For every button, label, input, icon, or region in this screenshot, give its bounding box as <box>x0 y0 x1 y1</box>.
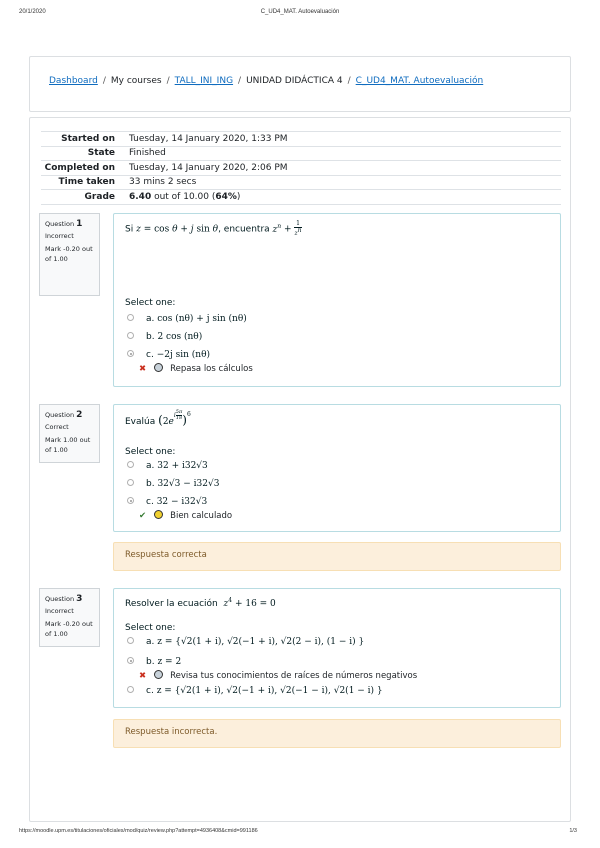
radio-button-checked[interactable] <box>127 657 134 664</box>
radio-button-checked[interactable] <box>127 350 134 357</box>
print-date: 20/1/2020 <box>19 9 46 15</box>
question-2-outcome: Respuesta correcta <box>113 542 561 571</box>
answer-math: −2j sin (nθ) <box>156 350 210 360</box>
breadcrumb <box>49 76 483 86</box>
answer-letter: a. <box>146 637 155 647</box>
question-2-info <box>39 404 100 463</box>
question-1-formula-target: $z^n$ <box>272 222 282 235</box>
question-3-info <box>39 588 100 647</box>
summary-row <box>41 175 561 190</box>
answer-letter: b. <box>146 332 155 342</box>
answer-option[interactable] <box>127 637 364 647</box>
answer-option-selected[interactable] <box>127 497 207 507</box>
print-header <box>0 9 600 21</box>
answer-letter: c. <box>146 497 154 507</box>
summary-label: Time taken <box>41 175 123 190</box>
breadcrumb-courses: My courses <box>110 76 162 86</box>
question-number: 1 <box>76 219 83 229</box>
radio-button[interactable] <box>127 332 134 339</box>
question-number: 3 <box>76 594 83 604</box>
breadcrumb-separator: / <box>238 76 242 86</box>
question-mark: Mark 1.00 out of 1.00 <box>45 436 91 454</box>
select-one-label: Select one: <box>125 447 176 457</box>
answer-option[interactable] <box>127 686 383 696</box>
question-3-content <box>113 588 561 708</box>
print-page-number: 1/3 <box>569 828 577 834</box>
answer-letter: a. <box>146 314 155 324</box>
grade-score: 6.40 <box>129 191 152 202</box>
attempt-summary-table <box>41 131 561 205</box>
answer-letter: b. <box>146 657 155 667</box>
question-label: Question <box>45 411 75 419</box>
answer-letter: c. <box>146 686 154 696</box>
question-number: 2 <box>76 410 83 420</box>
summary-row <box>41 146 561 161</box>
question-1-text: Si z = cos θ + j sin θ, encuentra $z^n$ + $\frac{1}{z^n}$ <box>125 220 302 237</box>
question-text-mid: , encuentra <box>218 224 270 235</box>
answer-letter: c. <box>146 350 154 360</box>
breadcrumb-separator: / <box>166 76 170 86</box>
question-label: Question <box>45 220 75 228</box>
question-3-outcome: Respuesta incorrecta. <box>113 719 561 748</box>
answer-option[interactable] <box>127 461 208 471</box>
feedback-text: Repasa los cálculos <box>170 364 253 374</box>
summary-label: Completed on <box>41 161 123 176</box>
answer-feedback <box>139 511 232 521</box>
breadcrumb-separator: / <box>102 76 106 86</box>
question-1-formula-z: z <box>136 224 141 235</box>
feedback-text: Revisa tus conocimientos de raíces de números negativos <box>170 671 418 681</box>
radio-button[interactable] <box>127 314 134 321</box>
breadcrumb-separator: / <box>347 76 351 86</box>
radio-button[interactable] <box>127 479 134 486</box>
happy-face-icon <box>154 510 163 519</box>
answer-feedback <box>139 671 417 681</box>
grade-close: ) <box>236 191 241 202</box>
question-1-content <box>113 213 561 387</box>
answer-option[interactable] <box>127 332 202 342</box>
question-text-prefix: Si <box>125 224 134 235</box>
print-title: C_UD4_MAT. Autoevaluación <box>260 9 340 15</box>
summary-label: Grade <box>41 190 123 205</box>
summary-label: State <box>41 146 123 161</box>
correct-check-icon: ✔ <box>139 511 147 521</box>
incorrect-icon: ✖ <box>139 671 147 681</box>
answer-letter: a. <box>146 461 155 471</box>
radio-button[interactable] <box>127 461 134 468</box>
radio-button[interactable] <box>127 686 134 693</box>
question-1-info <box>39 213 100 296</box>
summary-value: Tuesday, 14 January 2020, 1:33 PM <box>123 132 561 147</box>
radio-button-checked[interactable] <box>127 497 134 504</box>
question-mark: Mark -0.20 out of 1.00 <box>45 245 93 263</box>
answer-option[interactable] <box>127 479 219 489</box>
question-text-prefix: Resolver la ecuación <box>125 599 218 609</box>
summary-value: Finished <box>123 146 561 161</box>
answer-math: z = {√2(1 + i), √2(−1 + i), √2(2 − i), (1 − i) } <box>157 637 365 647</box>
answer-option-selected[interactable] <box>127 350 210 360</box>
breadcrumb-unit: UNIDAD DIDÁCTICA 4 <box>246 76 343 86</box>
incorrect-icon: ✖ <box>139 364 147 374</box>
question-3-text: Resolver la ecuación $z^4 + 16 = 0$ <box>125 597 276 609</box>
question-mark: Mark -0.20 out of 1.00 <box>45 620 93 638</box>
breadcrumb-quiz-link[interactable]: C_UD4_MAT. Autoevaluación <box>355 76 484 86</box>
summary-row <box>41 190 561 205</box>
print-footer <box>0 828 600 840</box>
summary-label: Started on <box>41 132 123 147</box>
question-state: Incorrect <box>45 606 74 615</box>
answer-math: z = 2 <box>157 657 182 667</box>
answer-math: 32 − i32√3 <box>156 497 208 507</box>
summary-value: 33 mins 2 secs <box>123 175 561 190</box>
question-state: Correct <box>45 422 69 431</box>
question-label: Question <box>45 595 75 603</box>
grade-out-of: out of 10.00 ( <box>151 191 216 202</box>
answer-option[interactable] <box>127 314 247 324</box>
print-url: https://moodle.upm.es/titulaciones/oficiales/mod/quiz/review.php?attempt=4936408&cmid=991186 <box>19 828 258 834</box>
question-2-content <box>113 404 561 532</box>
breadcrumb-dashboard-link[interactable]: Dashboard <box>49 76 98 86</box>
breadcrumb-card <box>29 56 571 112</box>
feedback-text: Bien calculado <box>170 511 233 521</box>
summary-row <box>41 161 561 176</box>
select-one-label: Select one: <box>125 623 176 633</box>
answer-math: 32√3 − i32√3 <box>157 479 220 489</box>
question-state: Incorrect <box>45 231 74 240</box>
question-2-text: Evalúa ($2e^{i \frac{5\pi}{18}}$ )$^6$ <box>125 409 191 427</box>
answer-feedback <box>139 364 253 374</box>
breadcrumb-course-link[interactable]: TALL_INI_ING <box>174 76 234 86</box>
answer-letter: b. <box>146 479 155 489</box>
sad-face-icon <box>154 670 163 679</box>
sad-face-icon <box>154 363 163 372</box>
grade-percent: 64% <box>215 191 237 202</box>
quiz-review-card <box>29 117 571 822</box>
select-one-label: Select one: <box>125 298 176 308</box>
question-text-prefix: Evalúa <box>125 417 156 427</box>
answer-math: 32 + i32√3 <box>157 461 208 471</box>
summary-row <box>41 132 561 147</box>
summary-value: Tuesday, 14 January 2020, 2:06 PM <box>123 161 561 176</box>
answer-math: z = {√2(1 + i), √2(−1 + i), √2(−1 − i), √2(1 − i) } <box>156 686 383 696</box>
grade-value <box>123 190 561 205</box>
answer-option-selected[interactable] <box>127 657 181 667</box>
answer-math: cos (nθ) + j sin (nθ) <box>157 314 247 324</box>
radio-button[interactable] <box>127 637 134 644</box>
answer-math: 2 cos (nθ) <box>157 332 203 342</box>
